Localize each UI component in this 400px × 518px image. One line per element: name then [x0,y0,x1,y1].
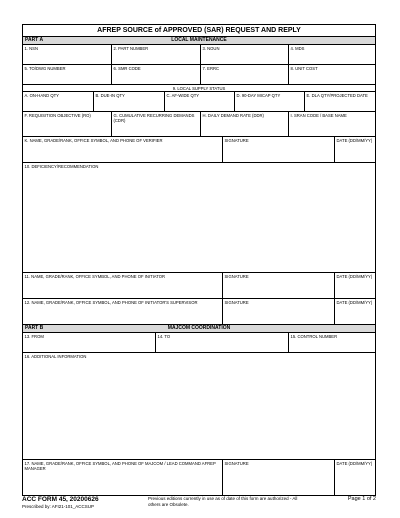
page-number: Page 1 of 2 [347,496,376,502]
on-hand-qty-field[interactable]: A. ON-HAND QTY [23,92,94,112]
cdr-field[interactable]: G. CUMULATIVE RECURRING DEMANDS (CDR) [112,112,201,137]
initiator-name-field[interactable]: 11. NAME, GRADE/RANK, OFFICE SYMBOL, AND PHONE OF INITIATOR [23,273,223,299]
majcom-signature-field[interactable]: SIGNATURE [223,460,335,495]
part-b-bar [23,325,375,333]
verifier-signature-field[interactable]: SIGNATURE [223,137,335,163]
mds-field[interactable]: 4. MDS [289,45,375,65]
supervisor-date-field[interactable]: DATE (DD/MM/YY) [335,299,375,325]
micap-qty-field[interactable]: D. 90-DAY MICAP QTY [235,92,305,112]
from-field[interactable]: 13. FROM [23,333,156,353]
nsn-field[interactable]: 1. NSN [23,45,112,65]
control-number-field[interactable]: 15. CONTROL NUMBER [289,333,375,353]
part-a-bar [23,37,375,45]
ddr-field[interactable]: H. DAILY DEMAND RATE (DDR) [201,112,289,137]
majcom-date-field[interactable]: DATE (DD/MM/YY) [336,461,373,466]
editions-notice: Previous editions currently in use as of date of this form are authorized - All others are Obsolete. [148,496,298,507]
requisition-objective-field[interactable]: F. REQUISITION OBJECTIVE (RO) [23,112,112,137]
to-field[interactable]: 14. TO [156,333,289,353]
part-a-label: PART A [25,37,44,43]
due-in-qty-field[interactable]: B. DUE-IN QTY [94,92,165,112]
additional-information-field[interactable]: 16. ADDITIONAL INFORMATION [23,353,375,460]
to-dwg-number-field[interactable]: 5. TO/DWG NUMBER [23,65,112,85]
sran-code-field[interactable]: I. SRAN CODE / BASE NAME [289,112,375,137]
supervisor-name-field[interactable]: 12. NAME, GRADE/RANK, OFFICE SYMBOL, AND PHONE OF INITIATOR'S SUPERVISOR [23,299,223,325]
part-a-section-title: LOCAL MAINTENANCE [171,37,227,43]
local-supply-status-header: 9. LOCAL SUPPLY STATUS [23,85,375,92]
part-number-field[interactable]: 2. PART NUMBER [112,45,201,65]
sar-form [22,24,376,496]
form-id: ACC FORM 45, 20200626 [22,496,99,503]
errc-field[interactable]: 7. ERRC [201,65,289,85]
noun-field[interactable]: 3. NOUN [201,45,289,65]
initiator-signature-field[interactable]: SIGNATURE [223,273,335,299]
prescribed-by: Prescribed by: AFI21-101_ACCSUP [22,504,95,509]
af-wide-qty-field[interactable]: C. AF-WIDE QTY [165,92,235,112]
verifier-name-field[interactable]: K. NAME, GRADE/RANK, OFFICE SYMBOL, AND PHONE OF VERIFIER [23,137,223,163]
smr-code-field[interactable]: 6. SMR CODE [112,65,201,85]
deficiency-field[interactable]: 10. DEFICIENCY/RECOMMENDATION [23,163,375,273]
supervisor-signature-field[interactable]: SIGNATURE [223,299,335,325]
initiator-date-field[interactable]: DATE (DD/MM/YY) [335,273,375,299]
form-title: AFREP SOURCE of APPROVED (SAR) REQUEST AND REPLY [23,25,375,37]
unit-cost-field[interactable]: 8. UNIT COST [289,65,375,85]
dla-qty-field[interactable]: E. DLA QTY/PROJECTED DATE [305,92,375,112]
part-b-label: PART B [25,325,44,331]
form-footer [22,496,376,518]
majcom-manager-name-field[interactable]: 17. NAME, GRADE/RANK, OFFICE SYMBOL, AND PHONE OF MAJCOM / LEAD COMMAND AFREP MANAGER [23,460,223,495]
verifier-date-field[interactable]: DATE (DD/MM/YY) [335,137,375,163]
part-b-section-title: MAJCOM COORDINATION [167,325,231,331]
